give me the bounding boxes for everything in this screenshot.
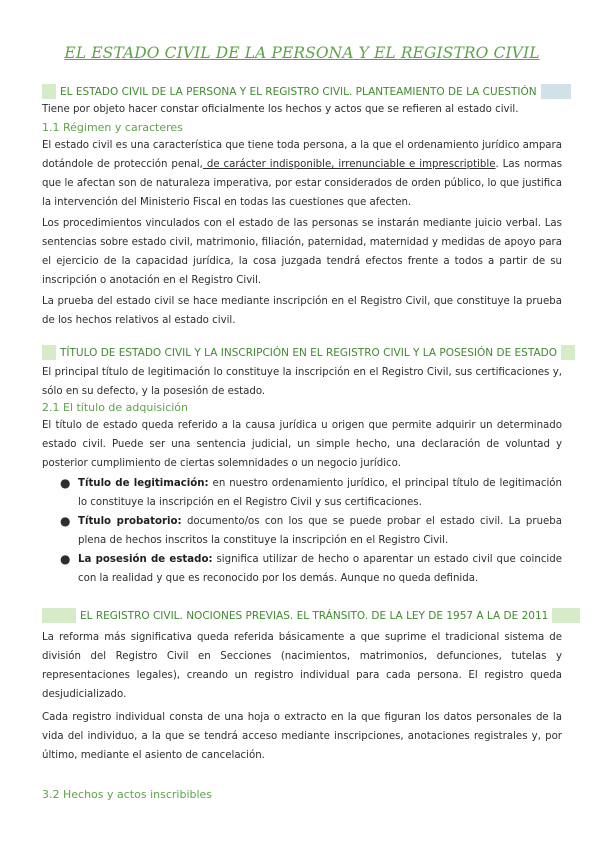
heading-highlight bbox=[541, 84, 571, 99]
bullet-list bbox=[42, 474, 562, 588]
subheading-1-1: 1.1 Régimen y caracteres bbox=[42, 121, 183, 134]
section-heading-1: EL ESTADO CIVIL DE LA PERSONA Y EL REGISTRO CIVIL. PLANTEAMIENTO DE LA CUESTIÓN bbox=[42, 84, 562, 101]
bullet-icon: ● bbox=[60, 476, 71, 490]
section-heading-2: TÍTULO DE ESTADO CIVIL Y LA INSCRIPCIÓN EN EL REGISTRO CIVIL Y LA POSESIÓN DE ESTADO bbox=[42, 345, 562, 362]
underlined-text: de carácter indisponible, irrenunciable e imprescriptible bbox=[202, 159, 496, 170]
document-title: EL ESTADO CIVIL DE LA PERSONA Y EL REGISTRO CIVIL bbox=[64, 44, 540, 62]
heading-highlight bbox=[561, 345, 575, 360]
section1-paragraph-3: La prueba del estado civil se hace mediante inscripción en el Registro Civil, que constituye la prueba de los hechos relativos al estado civil. bbox=[42, 296, 562, 326]
subheading-3-2: 3.2 Hechos y actos inscribibles bbox=[42, 788, 213, 801]
bullet-icon: ● bbox=[60, 552, 71, 566]
section2-intro: El principal título de legitimación lo constituye la inscripción en el Registro Civil, sus certificaciones y, sólo en su defecto, y la posesión de estado. bbox=[42, 367, 562, 397]
section1-intro: Tiene por objeto hacer constar oficialmente los hechos y actos que se refieren al estado civil. bbox=[42, 104, 519, 115]
section1-paragraph-1: El estado civil es una característica que tiene toda persona, a la que el ordenamiento jurídico ampara dotándole de protección penal, de carácter indisponible, irrenunciable e imprescriptible. Las normas que le afectan son de naturaleza imperativa, por estar considerados de orden público, lo que justifica la intervención del Ministerio Fiscal en todas las cuestiones que afecten. bbox=[42, 140, 563, 208]
bullet-icon: ● bbox=[60, 514, 71, 528]
list-item: ● La posesión de estado: significa utilizar de hecho o aparentar un estado civil que coincide con la realidad y que es reconocido por los demás. Aunque no queda definida. bbox=[60, 552, 562, 584]
list-item: ● Título de legitimación: en nuestro ordenamiento jurídico, el principal título de legitimación lo constituye la inscripción en el Registro Civil y sus certificaciones. bbox=[60, 476, 562, 508]
heading-highlight bbox=[42, 345, 56, 360]
section3-paragraph-2: Cada registro individual consta de una hoja o extracto en la que figuran los datos personales de la vida del individuo, a la que se tendrá acceso mediante inscripciones, anotaciones registrales y, por último, mediante el asiento de cancelación. bbox=[42, 712, 562, 761]
section3-paragraph-1: La reforma más significativa queda referida básicamente a que suprime el tradicional sistema de división del Registro Civil en Secciones (nacimientos, matrimonios, defunciones, tutelas y representaciones legales), creando un registro individual para cada persona. El registro queda desjudicializado. bbox=[42, 632, 562, 700]
subheading-2-1: 2.1 El título de adquisición bbox=[42, 401, 189, 414]
list-item: ● Título probatorio: documento/os con los que se puede probar el estado civil. La prueba plena de hechos inscritos la constituye la inscripción en el Registro Civil. bbox=[60, 514, 563, 546]
section-heading-3: EL REGISTRO CIVIL. NOCIONES PREVIAS. EL TRÁNSITO. DE LA LEY DE 1957 A LA DE 2011 bbox=[42, 608, 562, 625]
heading-highlight bbox=[552, 608, 580, 623]
section2-paragraph-1: El título de estado queda referido a la causa jurídica u origen que permite adquirir un determinado estado civil. Puede ser una sentencia judicial, un simple hecho, una declaración de voluntad y posterior cumplimiento de ciertas solemnidades o un negocio jurídico. bbox=[42, 420, 562, 469]
section1-paragraph-2: Los procedimientos vinculados con el estado de las personas se instarán mediante juicio verbal. Las sentencias sobre estado civil, matrimonio, filiación, paternidad, maternidad y medidas de apoyo para el ejercicio de la capacidad jurídica, la cosa juzgada tendrá efectos frente a todos a partir de su inscripción o anotación en el Registro Civil. bbox=[42, 218, 562, 286]
heading-highlight bbox=[42, 84, 56, 99]
heading-highlight bbox=[42, 608, 76, 623]
